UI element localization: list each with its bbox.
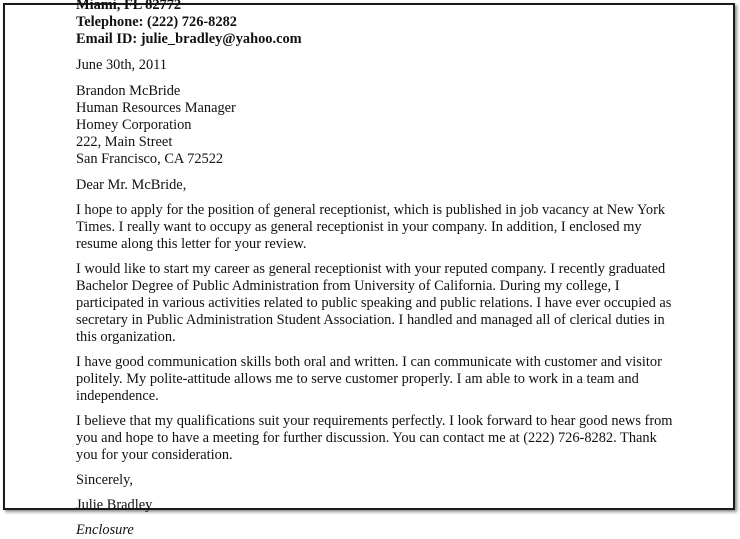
paragraph-line: this organization.: [76, 329, 176, 345]
recipient-company: Homey Corporation: [76, 117, 192, 133]
letter-date: June 30th, 2011: [76, 57, 168, 73]
paragraph-line: you and hope to have a meeting for further discussion. You can contact me at (222) 726-8282. Thank: [76, 430, 657, 446]
closing: Sincerely,: [76, 472, 134, 488]
paragraph-line: politely. My polite-attitude allows me to serve customer properly. I am able to work in a team and: [76, 371, 639, 387]
paragraph-line: I have good communication skills both oral and written. I can communicate with customer and visitor: [76, 354, 662, 370]
paragraph-line: I hope to apply for the position of general receptionist, which is published in job vacancy at New York: [76, 202, 666, 218]
paragraph-line: resume along this letter for your review.: [76, 236, 307, 252]
recipient-city: San Francisco, CA 72522: [76, 151, 224, 167]
enclosure-line: Enclosure: [76, 522, 134, 538]
paragraph-line: I would like to start my career as general receptionist with your reputed company. I recently graduated: [76, 261, 666, 277]
recipient-street: 222, Main Street: [76, 134, 173, 150]
salutation: Dear Mr. McBride,: [76, 177, 187, 193]
paragraph-line: secretary in Public Administration Student Association. I handled and managed all of clerical duties in: [76, 312, 665, 328]
paragraph-line: Times. I really want to occupy as general receptionist in your company. In addition, I enclosed my: [76, 219, 642, 235]
paragraph-2: [76, 261, 716, 346]
recipient-address: [76, 83, 716, 168]
paragraph-line: I believe that my qualifications suit your requirements perfectly. I look forward to hear good news from: [76, 413, 673, 429]
sender-telephone: Telephone: (222) 726-8282: [76, 14, 237, 30]
paragraph-line: independence.: [76, 388, 159, 404]
recipient-title: Human Resources Manager: [76, 100, 236, 116]
paragraph-line: you for your consideration.: [76, 447, 233, 463]
signature-name: Julie Bradley: [76, 497, 153, 513]
paragraph-4: [76, 413, 716, 464]
paragraph-line: Bachelor Degree of Public Administration from University of California. During my college, I: [76, 278, 620, 294]
paragraph-1: [76, 202, 716, 253]
sender-email: Email ID: julie_bradley@yahoo.com: [76, 31, 302, 47]
recipient-name: Brandon McBride: [76, 83, 181, 99]
sender-city-line: Miami, FL 82772: [76, 0, 182, 13]
letter-page: [76, 0, 716, 539]
paragraph-line: participated in various activities related to public speaking and public relations. I have ever occupied as: [76, 295, 672, 311]
document-frame: [3, 0, 735, 538]
paragraph-3: [76, 354, 716, 405]
